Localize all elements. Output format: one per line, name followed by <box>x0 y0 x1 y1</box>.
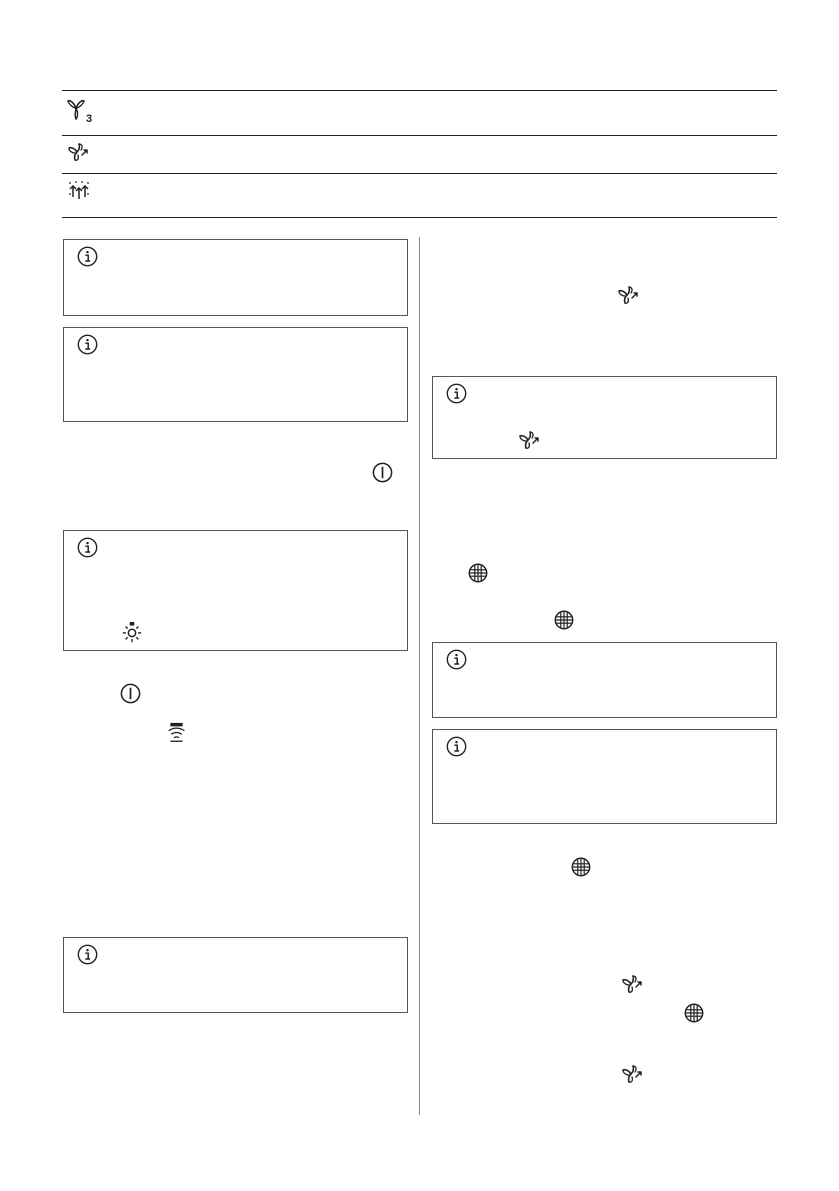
grid-filter-icon <box>467 562 489 584</box>
table-rule-bottom <box>62 217 777 218</box>
info-note <box>63 239 408 316</box>
info-icon <box>446 649 467 670</box>
power-icon <box>371 461 394 484</box>
light-icon <box>121 621 143 643</box>
info-icon <box>77 944 98 965</box>
info-icon <box>77 246 98 267</box>
fan-boost-icon <box>517 429 541 453</box>
table-rule-top <box>62 90 777 91</box>
grid-filter-icon <box>553 609 575 631</box>
svg-text:3: 3 <box>86 113 93 123</box>
info-note <box>63 327 408 422</box>
fan-boost-icon <box>616 284 640 308</box>
table-rule <box>62 173 777 174</box>
fan-boost-icon <box>620 973 644 997</box>
extraction-arrows-icon <box>66 177 92 201</box>
grid-filter-icon <box>570 856 592 878</box>
info-icon <box>446 383 467 404</box>
fan-boost-icon <box>66 141 90 165</box>
info-icon <box>446 736 467 757</box>
info-note <box>432 642 777 718</box>
info-icon <box>77 334 98 355</box>
table-rule <box>62 135 777 136</box>
fan-speed-3-icon <box>64 97 94 123</box>
grid-filter-icon <box>683 1002 705 1024</box>
column-divider <box>419 237 420 1115</box>
info-note <box>432 376 777 459</box>
info-icon <box>77 537 98 558</box>
fan-boost-icon <box>620 1063 644 1087</box>
remote-connectivity-icon <box>166 722 187 743</box>
info-note <box>63 530 408 651</box>
info-note <box>432 729 777 824</box>
info-note <box>63 937 408 1013</box>
power-icon <box>119 682 142 705</box>
